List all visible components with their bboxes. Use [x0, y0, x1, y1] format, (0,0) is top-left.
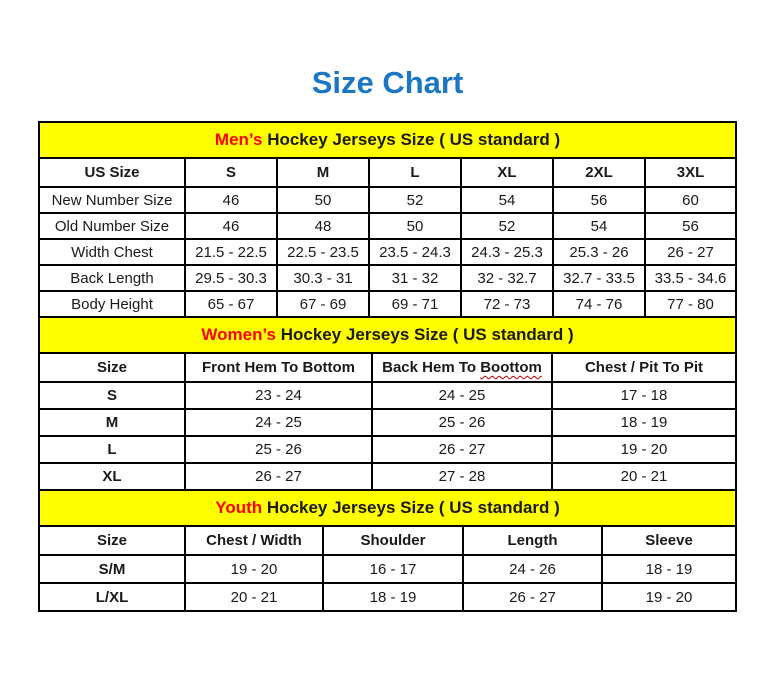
- table-cell: 65 - 67: [185, 291, 277, 317]
- table-cell: 24.3 - 25.3: [461, 239, 553, 265]
- header-row: [39, 158, 736, 187]
- banner-text: Hockey Jerseys Size ( US standard ): [262, 498, 560, 517]
- table-cell: 20 - 21: [552, 463, 736, 490]
- table-cell: 72 - 73: [461, 291, 553, 317]
- table-cell: 69 - 71: [369, 291, 461, 317]
- table-cell: 46: [185, 187, 277, 213]
- column-header: Chest / Width: [185, 526, 323, 555]
- page-title: Size Chart: [311, 65, 464, 100]
- banner-highlight: Men’s: [214, 130, 263, 149]
- table-cell: 19 - 20: [552, 436, 736, 463]
- row-label: XL: [39, 463, 185, 490]
- table-row: [39, 555, 736, 583]
- table-cell: 32.7 - 33.5: [553, 265, 645, 291]
- youth-banner-row: [39, 490, 736, 526]
- table-cell: 30.3 - 31: [277, 265, 369, 291]
- row-label: M: [39, 409, 185, 436]
- table-cell: 22.5 - 23.5: [277, 239, 369, 265]
- table-cell: 20 - 21: [185, 583, 323, 611]
- column-header: US Size: [39, 158, 185, 187]
- banner-highlight: Youth: [215, 498, 263, 517]
- table-cell: 27 - 28: [372, 463, 552, 490]
- table-cell: 17 - 18: [552, 382, 736, 409]
- table-cell: 32 - 32.7: [461, 265, 553, 291]
- column-header: M: [277, 158, 369, 187]
- column-header: 3XL: [645, 158, 736, 187]
- womens-banner: [39, 317, 736, 353]
- womens-banner-row: [39, 317, 736, 353]
- table-cell: 33.5 - 34.6: [645, 265, 736, 291]
- table-cell: 18 - 19: [552, 409, 736, 436]
- table-cell: 25 - 26: [372, 409, 552, 436]
- table-row: [39, 187, 736, 213]
- banner-text: Hockey Jerseys Size ( US standard ): [262, 130, 561, 149]
- table-cell: 26 - 27: [372, 436, 552, 463]
- row-label: S/M: [39, 555, 185, 583]
- table-cell: 16 - 17: [323, 555, 463, 583]
- row-label: Back Length: [39, 265, 185, 291]
- table-cell: 19 - 20: [185, 555, 323, 583]
- header-row: [39, 526, 736, 555]
- banner-highlight: Women’s: [201, 325, 276, 344]
- table-cell: 67 - 69: [277, 291, 369, 317]
- table-cell: 50: [369, 213, 461, 239]
- table-row: [39, 291, 736, 317]
- table-cell: 18 - 19: [323, 583, 463, 611]
- row-label: New Number Size: [39, 187, 185, 213]
- column-header: S: [185, 158, 277, 187]
- table-cell: 54: [461, 187, 553, 213]
- womens-size-table: [38, 316, 737, 491]
- table-row: [39, 436, 736, 463]
- table-row: [39, 382, 736, 409]
- table-cell: 31 - 32: [369, 265, 461, 291]
- column-header: [372, 353, 552, 382]
- table-cell: 52: [369, 187, 461, 213]
- size-chart-tables: [38, 121, 737, 612]
- table-cell: 23.5 - 24.3: [369, 239, 461, 265]
- table-cell: 26 - 27: [645, 239, 736, 265]
- column-header: XL: [461, 158, 553, 187]
- table-cell: 23 - 24: [185, 382, 372, 409]
- table-row: [39, 239, 736, 265]
- youth-banner: [39, 490, 736, 526]
- mens-banner: [39, 122, 736, 158]
- row-label: Width Chest: [39, 239, 185, 265]
- misspelled-word: Boottom: [480, 359, 542, 376]
- table-row: [39, 409, 736, 436]
- table-cell: 77 - 80: [645, 291, 736, 317]
- table-cell: 26 - 27: [185, 463, 372, 490]
- table-row: [39, 583, 736, 611]
- table-cell: 25.3 - 26: [553, 239, 645, 265]
- table-cell: 74 - 76: [553, 291, 645, 317]
- table-cell: 54: [553, 213, 645, 239]
- row-label: S: [39, 382, 185, 409]
- table-row: [39, 265, 736, 291]
- column-header: Sleeve: [602, 526, 736, 555]
- table-cell: 48: [277, 213, 369, 239]
- table-cell: 21.5 - 22.5: [185, 239, 277, 265]
- table-cell: 29.5 - 30.3: [185, 265, 277, 291]
- table-cell: 19 - 20: [602, 583, 736, 611]
- column-header: Front Hem To Bottom: [185, 353, 372, 382]
- table-cell: 52: [461, 213, 553, 239]
- table-cell: 24 - 25: [185, 409, 372, 436]
- table-cell: 24 - 26: [463, 555, 602, 583]
- column-header: L: [369, 158, 461, 187]
- table-row: [39, 463, 736, 490]
- column-header: Chest / Pit To Pit: [552, 353, 736, 382]
- table-cell: 18 - 19: [602, 555, 736, 583]
- row-label: L: [39, 436, 185, 463]
- column-header: Length: [463, 526, 602, 555]
- header-text: Back Hem To: [382, 359, 481, 376]
- table-cell: 50: [277, 187, 369, 213]
- table-cell: 60: [645, 187, 736, 213]
- table-cell: 56: [553, 187, 645, 213]
- row-label: L/XL: [39, 583, 185, 611]
- table-cell: 26 - 27: [463, 583, 602, 611]
- row-label: Body Height: [39, 291, 185, 317]
- column-header: 2XL: [553, 158, 645, 187]
- column-header: Size: [39, 526, 185, 555]
- youth-size-table: [38, 489, 737, 612]
- table-cell: 25 - 26: [185, 436, 372, 463]
- table-cell: 56: [645, 213, 736, 239]
- table-cell: 24 - 25: [372, 382, 552, 409]
- column-header: Size: [39, 353, 185, 382]
- mens-size-table: [38, 121, 737, 318]
- column-header: Shoulder: [323, 526, 463, 555]
- mens-banner-row: [39, 122, 736, 158]
- banner-text: Hockey Jerseys Size ( US standard ): [276, 325, 574, 344]
- table-row: [39, 213, 736, 239]
- row-label: Old Number Size: [39, 213, 185, 239]
- table-cell: 46: [185, 213, 277, 239]
- header-row: [39, 353, 736, 382]
